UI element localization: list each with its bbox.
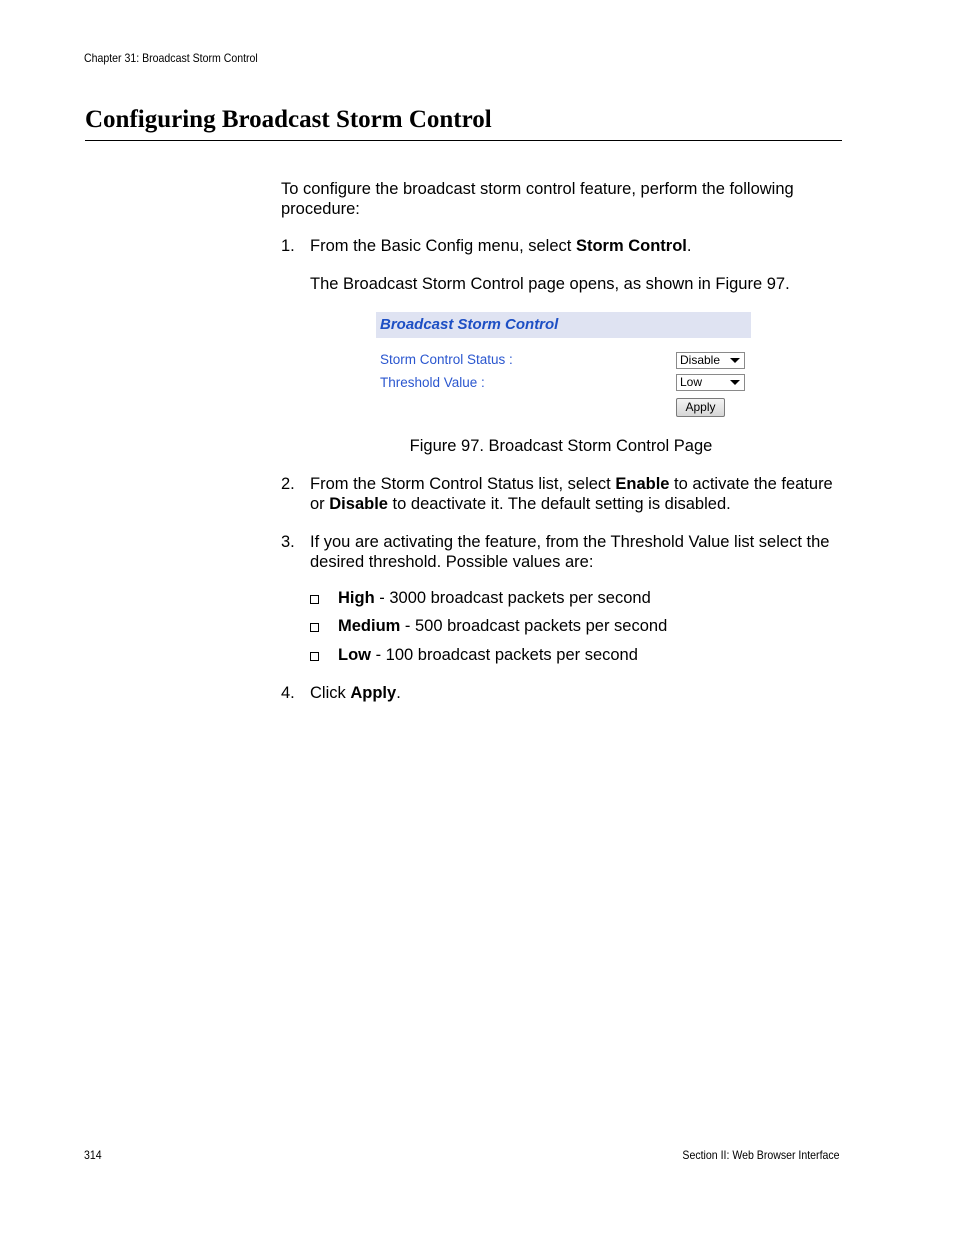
footer-section-name: Section II: Web Browser Interface <box>682 1148 840 1162</box>
step-1-bold: Storm Control <box>575 237 687 255</box>
chevron-down-icon <box>730 358 740 363</box>
storm-control-status-value: Disable <box>680 353 721 367</box>
figure-header-title: Broadcast Storm Control <box>380 316 559 333</box>
threshold-value-label: Threshold Value : <box>380 375 485 390</box>
option-high: High - 3000 broadcast packets per second <box>338 589 651 607</box>
storm-control-status-label: Storm Control Status : <box>380 352 513 367</box>
option-medium: Medium - 500 broadcast packets per second <box>338 617 668 635</box>
checkbox-bullet-icon <box>310 623 319 632</box>
running-head: Chapter 31: Broadcast Storm Control <box>84 51 258 65</box>
checkbox-bullet-icon <box>310 595 319 604</box>
threshold-value-value: Low <box>680 375 703 389</box>
step-3-number: 3. <box>281 533 295 551</box>
step-4-number: 4. <box>281 684 295 702</box>
step-4-text: Click Apply. <box>310 684 401 702</box>
storm-control-status-select[interactable] <box>676 352 745 369</box>
chevron-down-icon <box>730 380 740 385</box>
step-1-text: From the Basic Config menu, select Storm Control. <box>310 237 692 255</box>
title-rule <box>85 140 842 141</box>
step-2-number: 2. <box>281 475 295 493</box>
figure-caption: Figure 97. Broadcast Storm Control Page <box>409 437 713 455</box>
section-title: Configuring Broadcast Storm Control <box>85 106 492 133</box>
page-number: 314 <box>84 1148 102 1162</box>
step-1-number: 1. <box>281 237 295 255</box>
step-1-note: The Broadcast Storm Control page opens, as shown in Figure 97. <box>310 275 790 293</box>
checkbox-bullet-icon <box>310 652 319 661</box>
threshold-value-select[interactable] <box>676 374 745 391</box>
step-2-text: From the Storm Control Status list, select Enable to activate the feature or Disable to deactivate it. The default setting is disabled. <box>310 475 833 513</box>
option-low: Low - 100 broadcast packets per second <box>338 646 638 664</box>
step-3-text: If you are activating the feature, from the Threshold Value list select the desired threshold. Possible values are: <box>310 533 830 571</box>
intro-paragraph: To configure the broadcast storm control feature, perform the following procedure: <box>281 180 794 218</box>
apply-button[interactable]: Apply <box>676 398 725 417</box>
